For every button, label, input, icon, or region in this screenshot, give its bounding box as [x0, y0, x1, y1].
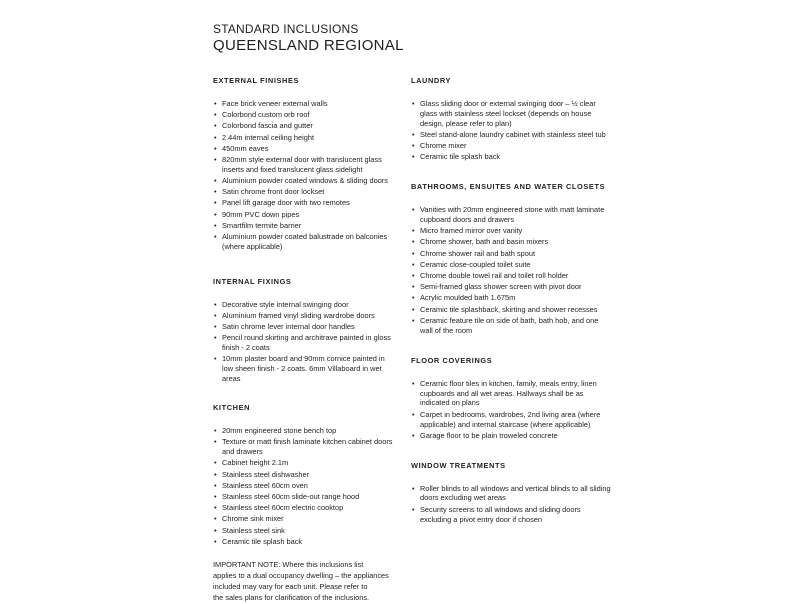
window-treatments-section — [411, 461, 611, 525]
list-item: • Steel stand-alone laundry cabinet with stainless steel tub — [411, 130, 611, 140]
laundry-list — [411, 99, 611, 162]
window-treatments-list — [411, 484, 611, 525]
list-item: • Security screens to all windows and sliding doors excluding a pivot entry door if chosen — [411, 505, 611, 525]
list-item: • Cabinet height 2.1m — [213, 458, 393, 468]
list-item: • Colorbond fascia and gutter — [213, 121, 393, 131]
list-item: • 2.44m internal ceiling height — [213, 133, 393, 143]
note-line: included may vary for each unit. Please refer to — [213, 582, 368, 592]
laundry-section — [411, 76, 611, 162]
internal-fixings-section — [213, 277, 393, 384]
left-column — [213, 76, 393, 604]
list-item: • Smartfilm termite barrier — [213, 221, 393, 231]
list-item: • Ceramic feature tile on side of bath, bath hob, and one wall of the room — [411, 316, 611, 336]
window-treatments-heading: WINDOW TREATMENTS — [411, 460, 506, 470]
floor-coverings-list — [411, 379, 611, 441]
kitchen-heading: KITCHEN — [213, 403, 251, 413]
right-column — [411, 76, 611, 526]
list-item: • Pencil round skirting and architrave painted in gloss finish - 2 coats — [213, 333, 393, 353]
note-line: the sales plans for clarification of the inclusions. — [213, 593, 370, 603]
list-item: • Ceramic tile splash back — [213, 537, 393, 547]
list-item: • Aluminium powder coated windows & sliding doors — [213, 176, 393, 186]
document-header — [213, 22, 404, 55]
header-title: QUEENSLAND REGIONAL — [213, 37, 404, 54]
list-item: • Face brick veneer external walls — [213, 99, 393, 109]
list-item: • Chrome sink mixer — [213, 514, 393, 524]
bathrooms-list — [411, 205, 611, 336]
header-subtitle: STANDARD INCLUSIONS — [213, 22, 359, 36]
list-item: • Stainless steel sink — [213, 526, 393, 536]
external-finishes-heading: EXTERNAL FINISHES — [213, 76, 300, 85]
important-note — [213, 559, 393, 604]
list-item: • Texture or matt finish laminate kitchen cabinet doors and drawers — [213, 437, 393, 457]
list-item: • Acrylic moulded bath 1.675m — [411, 293, 611, 303]
list-item: • Colorbond custom orb roof — [213, 110, 393, 120]
list-item: • Garage floor to be plain troweled concrete — [411, 431, 611, 441]
list-item: • 820mm style external door with translucent glass inserts and fixed translucent glass sidelight — [213, 155, 393, 175]
floor-coverings-section — [411, 356, 611, 441]
list-item: • Satin chrome lever internal door handles — [213, 322, 393, 332]
list-item: • Stainless steel 60cm oven — [213, 481, 393, 491]
kitchen-section — [213, 403, 393, 547]
bathrooms-section — [411, 182, 611, 335]
internal-fixings-heading: INTERNAL FIXINGS — [213, 276, 292, 286]
list-item: • Glass sliding door or external swinging door – ½ clear glass with stainless steel lockset (depends on house design, please refer to plan) — [411, 99, 611, 129]
list-item: • Stainless steel 60cm slide-out range hood — [213, 492, 393, 502]
list-item: • 450mm eaves — [213, 144, 393, 154]
list-item: • Stainless steel 60cm electric cooktop — [213, 503, 393, 513]
list-item: • Ceramic tile splashback, skirting and shower recesses — [411, 305, 611, 315]
list-item: • Chrome double towel rail and toilet roll holder — [411, 271, 611, 281]
list-item: • Semi-framed glass shower screen with pivot door — [411, 282, 611, 292]
bathrooms-heading: BATHROOMS, ENSUITES AND WATER CLOSETS — [411, 182, 606, 192]
list-item: • Stainless steel dishwasher — [213, 470, 393, 480]
list-item: • Chrome shower, bath and basin mixers — [411, 237, 611, 247]
list-item: • Aluminium powder coated balustrade on balconies (where applicable) — [213, 232, 393, 252]
list-item: • Roller blinds to all windows and vertical blinds to all sliding doors excluding wet areas — [411, 484, 611, 504]
laundry-heading: LAUNDRY — [411, 76, 452, 85]
external-finishes-list — [213, 99, 393, 252]
kitchen-list — [213, 426, 393, 547]
list-item: • Carpet in bedrooms, wardrobes, 2nd living area (where applicable) and internal staircase (where applicable) — [411, 410, 611, 430]
list-item: • Micro framed mirror over vanity — [411, 226, 611, 236]
list-item: • Ceramic floor tiles in kitchen, family, meals entry, linen cupboards and all wet areas. Hallways shall be as indicated on plans — [411, 379, 611, 409]
list-item: • Aluminium framed vinyl sliding wardrobe doors — [213, 311, 393, 321]
list-item: • 20mm engineered stone bench top — [213, 426, 393, 436]
internal-fixings-list — [213, 300, 393, 384]
list-item: • Satin chrome front door lockset — [213, 187, 393, 197]
list-item: • 90mm PVC down pipes — [213, 210, 393, 220]
list-item: • Chrome shower rail and bath spout — [411, 249, 611, 259]
list-item: • Decorative style internal swinging door — [213, 300, 393, 310]
note-line: IMPORTANT NOTE: Where this inclusions list — [213, 559, 364, 569]
list-item: • Ceramic tile splash back — [411, 152, 611, 162]
note-line: applies to a dual occupancy dwelling – the appliances — [213, 570, 389, 580]
list-item: • Panel lift garage door with two remotes — [213, 198, 393, 208]
external-finishes-section — [213, 76, 393, 252]
list-item: • Vanities with 20mm engineered stone with matt laminate cupboard doors and drawers — [411, 205, 611, 225]
list-item: • 10mm plaster board and 90mm cornice painted in low sheen finish - 2 coats. 6mm Villaboard in wet areas — [213, 354, 393, 384]
floor-coverings-heading: FLOOR COVERINGS — [411, 355, 493, 365]
list-item: • Ceramic close-coupled toilet suite — [411, 260, 611, 270]
list-item: • Chrome mixer — [411, 141, 611, 151]
